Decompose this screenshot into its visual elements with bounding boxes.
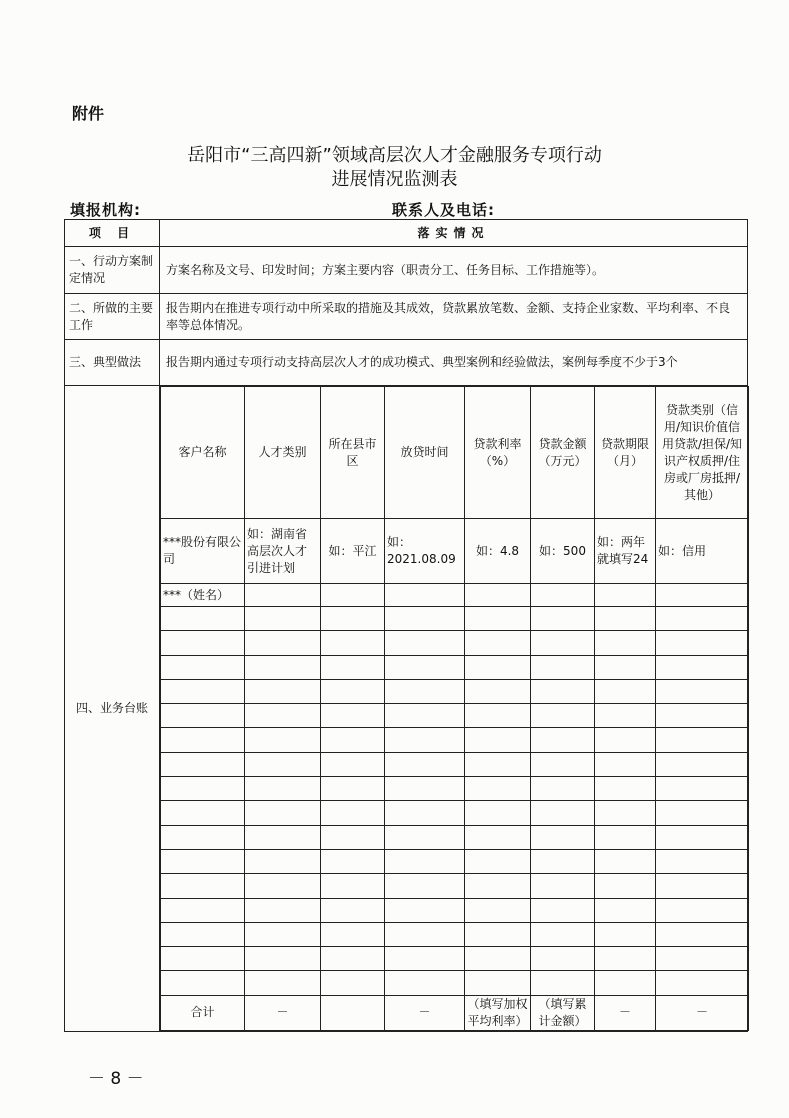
table-row [161, 679, 749, 703]
table-row [161, 898, 749, 922]
table-row [161, 655, 749, 679]
table-cell [245, 752, 321, 776]
document-title-line2: 进展情况监测表 [331, 169, 458, 190]
table-cell [465, 655, 531, 679]
table-row [161, 849, 749, 873]
section-label-1: 一、行动方案制定情况 [65, 247, 160, 294]
table-row [161, 631, 749, 655]
table-cell [465, 825, 531, 849]
table-cell [595, 971, 656, 995]
table-cell [531, 801, 595, 825]
total-row [161, 995, 749, 1030]
table-cell [465, 922, 531, 946]
example-talent-type: 如：湖南省高层次人才引进计划 [245, 519, 321, 584]
table-cell [531, 874, 595, 898]
table-row [161, 704, 749, 728]
table-cell [385, 874, 465, 898]
table-cell [595, 947, 656, 971]
table-cell [385, 849, 465, 873]
section-label-2: 二、所做的主要工作 [65, 294, 160, 340]
table-cell [245, 777, 321, 801]
total-loan-category: － [656, 995, 749, 1030]
table-cell [465, 631, 531, 655]
table-cell [531, 655, 595, 679]
table-cell [465, 752, 531, 776]
table-cell [161, 849, 245, 873]
table-cell [656, 801, 749, 825]
table-cell [656, 849, 749, 873]
table-cell [245, 898, 321, 922]
example-loan-category: 如：信用 [656, 519, 749, 584]
table-cell [161, 971, 245, 995]
example-county: 如：平江 [321, 519, 385, 584]
total-loan-term: － [595, 995, 656, 1030]
table-cell [161, 898, 245, 922]
table-cell [531, 704, 595, 728]
table-row [161, 607, 749, 631]
table-cell [321, 801, 385, 825]
table-row [161, 825, 749, 849]
table-cell [656, 655, 749, 679]
contact-label: 联系人及电话: [392, 201, 495, 219]
table-cell [161, 704, 245, 728]
table-cell [656, 752, 749, 776]
table-cell [321, 704, 385, 728]
table-cell [321, 947, 385, 971]
total-label: 合计 [161, 995, 245, 1030]
col-header-loan-term: 贷款期限（月） [595, 387, 656, 519]
table-cell [161, 679, 245, 703]
total-talent-type: － [245, 995, 321, 1030]
table-cell [245, 825, 321, 849]
table-cell [531, 631, 595, 655]
table-cell [656, 971, 749, 995]
table-cell [531, 752, 595, 776]
table-cell [595, 922, 656, 946]
table-cell [161, 825, 245, 849]
table-cell [321, 752, 385, 776]
table-cell [161, 801, 245, 825]
table-cell [465, 607, 531, 631]
col-header-customer: 客户名称 [161, 387, 245, 519]
table-cell [245, 922, 321, 946]
table-cell [245, 874, 321, 898]
table-cell [385, 777, 465, 801]
col-header-loan-date: 放贷时间 [385, 387, 465, 519]
table-cell [385, 655, 465, 679]
table-cell [531, 607, 595, 631]
col-header-loan-category: 贷款类别（信用/知识价值信用贷款/担保/知识产权质押/住房或厂房抵押/其他） [656, 387, 749, 519]
table-cell [656, 631, 749, 655]
table-cell [321, 849, 385, 873]
table-cell [161, 777, 245, 801]
institution-label: 填报机构: [70, 201, 141, 219]
table-cell [656, 728, 749, 752]
table-row [161, 728, 749, 752]
table-cell [245, 849, 321, 873]
table-cell [161, 607, 245, 631]
section-label-3: 三、典型做法 [65, 340, 160, 386]
table-cell [385, 947, 465, 971]
table-row [161, 971, 749, 995]
table-cell [465, 898, 531, 922]
table-cell [656, 825, 749, 849]
table-cell [465, 679, 531, 703]
table-cell [245, 704, 321, 728]
table-cell [465, 777, 531, 801]
table-cell [385, 971, 465, 995]
col-header-county: 所在县市区 [321, 387, 385, 519]
table-cell [161, 947, 245, 971]
table-cell [385, 752, 465, 776]
table-cell [465, 874, 531, 898]
table-cell [385, 607, 465, 631]
table-cell [656, 679, 749, 703]
table-cell [245, 728, 321, 752]
table-cell [321, 922, 385, 946]
table-cell [245, 631, 321, 655]
table-cell [595, 728, 656, 752]
table-row [161, 922, 749, 946]
table-cell [385, 704, 465, 728]
table-cell [385, 801, 465, 825]
table-cell [595, 874, 656, 898]
name-row-label: ***（姓名） [161, 584, 245, 607]
total-loan-date: － [385, 995, 465, 1030]
table-cell [465, 947, 531, 971]
table-cell [245, 679, 321, 703]
table-cell [595, 801, 656, 825]
total-county [321, 995, 385, 1030]
table-cell [321, 607, 385, 631]
table-cell [161, 631, 245, 655]
table-cell [595, 777, 656, 801]
table-cell [465, 971, 531, 995]
table-cell [321, 898, 385, 922]
table-cell [245, 971, 321, 995]
table-cell [595, 752, 656, 776]
table-cell [161, 874, 245, 898]
table-cell [385, 679, 465, 703]
table-cell [595, 655, 656, 679]
table-cell [321, 825, 385, 849]
table-cell [656, 898, 749, 922]
col-header-talent-type: 人才类别 [245, 387, 321, 519]
col-header-interest-rate: 贷款利率（%） [465, 387, 531, 519]
section-content-2: 报告期内在推进专项行动中所采取的措施及其成效，贷款累放笔数、金额、支持企业家数、平均利率、不良率等总体情况。 [160, 294, 748, 340]
table-row [161, 584, 749, 607]
table-cell [656, 777, 749, 801]
attachment-label: 附件 [72, 104, 105, 123]
table-cell [656, 874, 749, 898]
table-cell [321, 971, 385, 995]
table-cell [161, 655, 245, 679]
example-loan-amount: 如：500 [531, 519, 595, 584]
table-cell [531, 898, 595, 922]
document-title-line1: 岳阳市“三高四新”领域高层次人才金融服务专项行动 [187, 145, 602, 166]
table-cell [595, 849, 656, 873]
col-header-loan-amount: 贷款金额（万元） [531, 387, 595, 519]
total-loan-amount-note: （填写累计金额） [531, 995, 595, 1030]
table-cell [321, 631, 385, 655]
table-cell [595, 898, 656, 922]
page-number: － 8 － [88, 1069, 144, 1089]
table-cell [465, 728, 531, 752]
table-cell [595, 825, 656, 849]
table-cell [385, 728, 465, 752]
table-cell [531, 947, 595, 971]
table-cell [465, 849, 531, 873]
table-cell [321, 655, 385, 679]
table-cell [465, 801, 531, 825]
header-item: 项 目 [65, 220, 160, 247]
section-content-3: 报告期内通过专项行动支持高层次人才的成功模式、典型案例和经验做法，案例每季度不少于3个 [160, 340, 748, 386]
example-customer: ***股份有限公司 [161, 519, 245, 584]
table-cell [245, 801, 321, 825]
table-cell [656, 607, 749, 631]
section-content-1: 方案名称及文号、印发时间；方案主要内容（职责分工、任务目标、工作措施等）。 [160, 247, 748, 294]
example-loan-date: 如：2021.08.09 [385, 519, 465, 584]
table-cell [161, 752, 245, 776]
table-cell [531, 849, 595, 873]
table-cell [656, 922, 749, 946]
table-cell [385, 631, 465, 655]
table-row [161, 947, 749, 971]
table-cell [531, 679, 595, 703]
business-ledger-table [160, 386, 749, 1031]
table-cell [385, 825, 465, 849]
table-cell [531, 825, 595, 849]
table-cell [531, 922, 595, 946]
total-interest-rate-note: （填写加权平均利率） [465, 995, 531, 1030]
table-cell [245, 607, 321, 631]
table-cell [595, 704, 656, 728]
table-cell [385, 922, 465, 946]
table-cell [321, 728, 385, 752]
table-row [161, 777, 749, 801]
table-cell [531, 777, 595, 801]
table-cell [656, 704, 749, 728]
table-cell [245, 655, 321, 679]
table-cell [531, 728, 595, 752]
header-status: 落实情况 [160, 220, 748, 247]
table-cell [595, 679, 656, 703]
table-cell [321, 679, 385, 703]
table-cell [595, 607, 656, 631]
table-row [161, 801, 749, 825]
ledger-section-label: 四、业务台账 [65, 386, 160, 1032]
table-row [161, 874, 749, 898]
table-row [161, 752, 749, 776]
table-cell [595, 631, 656, 655]
example-loan-term: 如：两年就填写24 [595, 519, 656, 584]
table-cell [656, 947, 749, 971]
monitoring-table [64, 219, 748, 1032]
table-cell [245, 947, 321, 971]
table-cell [321, 777, 385, 801]
table-cell [465, 704, 531, 728]
table-cell [531, 971, 595, 995]
example-interest-rate: 如：4.8 [465, 519, 531, 584]
table-cell [321, 874, 385, 898]
table-cell [385, 898, 465, 922]
table-cell [161, 728, 245, 752]
table-cell [161, 922, 245, 946]
